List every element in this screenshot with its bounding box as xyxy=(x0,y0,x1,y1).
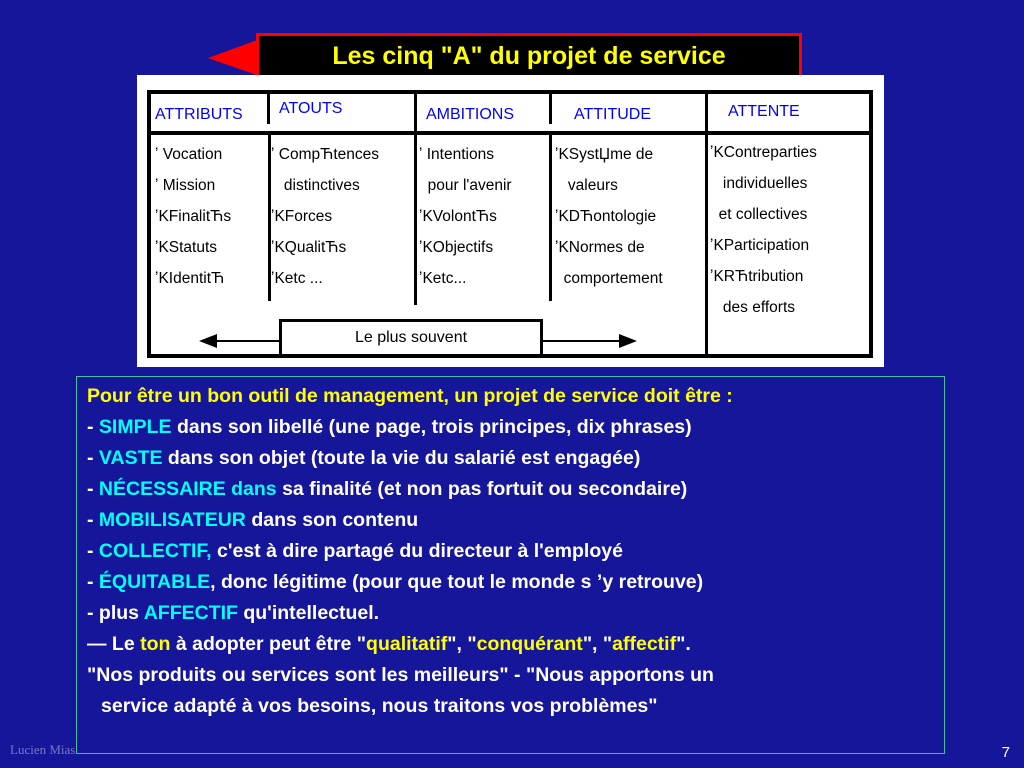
text-segment: - plus xyxy=(87,602,144,624)
ambitions-item: ʼKetc... xyxy=(419,270,467,287)
text-segment: - xyxy=(87,416,99,438)
header-divider xyxy=(151,131,869,135)
text-line xyxy=(87,381,938,412)
attributs-item: ʼKStatuts xyxy=(155,239,218,256)
text-segment: - xyxy=(87,447,99,469)
attente-item: et collectives xyxy=(710,206,808,223)
text-segment: "Nos produits ou services sont les meilleurs" - "Nous apportons un xyxy=(87,664,714,686)
text-segment: - xyxy=(87,478,99,500)
attitude-item: ʼKNormes de xyxy=(555,239,645,256)
atouts-item: distinctives xyxy=(271,177,360,194)
text-line xyxy=(87,474,938,505)
atouts-item: ʼKForces xyxy=(271,208,333,225)
le-plus-souvent-label: Le plus souvent xyxy=(279,319,543,357)
page-number: 7 xyxy=(1001,744,1010,761)
text-segment: NÉCESSAIRE dans xyxy=(98,478,283,500)
attente-item: des efforts xyxy=(710,299,796,316)
attributs-item: ʼ Mission xyxy=(155,177,216,194)
atouts-item: ʼKetc ... xyxy=(271,270,323,287)
attitude-item: comportement xyxy=(555,270,663,287)
arrow-line xyxy=(543,340,623,342)
header-attitude: ATTITUDE xyxy=(574,106,652,123)
atouts-item: ʼKQualitЋs xyxy=(271,239,347,256)
ambitions-item: ʼKObjectifs xyxy=(419,239,494,256)
ambitions-item: ʼKVolontЋs xyxy=(419,208,497,225)
attributs-item: ʼKFinalitЋs xyxy=(155,208,232,225)
attitude-item: ʼKSystЏme de xyxy=(555,146,654,163)
text-segment: VASTE xyxy=(98,447,168,469)
ambitions-item: pour l'avenir xyxy=(419,177,512,194)
text-line xyxy=(87,691,938,722)
text-segment: MOBILISATEUR xyxy=(98,509,252,531)
text-segment: ", " xyxy=(582,633,613,655)
attente-item: ʼKContreparties xyxy=(710,144,817,161)
arrow-line xyxy=(215,340,281,342)
header-atouts: ATOUTS xyxy=(279,100,343,117)
text-segment: Pour être un bon outil de management, un projet de service doit être : xyxy=(87,385,733,407)
text-segment: c'est à dire partagé du directeur à l'employé xyxy=(217,540,623,562)
text-line xyxy=(87,598,938,629)
text-segment: dans son libellé (une page, trois principes, dix phrases) xyxy=(176,416,692,438)
header-attributs: ATTRIBUTS xyxy=(155,106,243,123)
text-segment: dans son contenu xyxy=(251,509,419,531)
header-ambitions: AMBITIONS xyxy=(426,106,515,123)
attitude-item: ʼKDЋontologie xyxy=(555,208,657,225)
text-segment: à adopter peut être " xyxy=(170,633,367,655)
arrow-right-icon xyxy=(619,334,637,348)
footer-author: Lucien Mias xyxy=(10,742,76,757)
attente-item: ʼKRЋtribution xyxy=(710,268,804,285)
attributs-item: ʼ Vocation xyxy=(155,146,223,163)
attributs-item: ʼKIdentitЋ xyxy=(155,270,225,287)
text-line xyxy=(87,629,938,660)
text-segment: service adapté à vos besoins, nous traitons vos problèmes" xyxy=(101,695,658,717)
five-a-table xyxy=(147,90,873,358)
text-segment: ", " xyxy=(447,633,477,655)
text-segment: qualitatif xyxy=(366,633,448,655)
column-separator xyxy=(414,94,417,305)
column-separator xyxy=(705,94,708,354)
text-segment: dans son objet (toute la vie du salarié est engagée) xyxy=(167,447,641,469)
text-segment: AFFECTIF xyxy=(143,602,244,624)
text-segment: SIMPLE xyxy=(98,416,177,438)
text-line xyxy=(87,536,938,567)
slide-title: Les cinq "A" du projet de service xyxy=(332,41,726,70)
text-segment: COLLECTIF, xyxy=(98,540,217,562)
text-segment: , donc légitime (pour que tout le monde s ’y retrouve) xyxy=(210,571,704,593)
attente-item: individuelles xyxy=(710,175,808,192)
text-segment: ". xyxy=(676,633,691,655)
text-line xyxy=(87,505,938,536)
text-segment: affectif xyxy=(612,633,677,655)
management-text-box xyxy=(76,376,945,754)
slide-title-box xyxy=(256,33,802,79)
text-segment: sa finalité (et non pas fortuit ou secondaire) xyxy=(282,478,688,500)
column-separator xyxy=(267,94,270,124)
text-segment: ÉQUITABLE xyxy=(98,571,211,593)
text-segment: conquérant xyxy=(476,633,583,655)
five-a-table-panel xyxy=(137,75,884,367)
text-segment: ton xyxy=(140,633,171,655)
attitude-item: valeurs xyxy=(555,177,618,194)
column-separator xyxy=(549,94,552,124)
text-segment: - xyxy=(87,540,99,562)
text-line xyxy=(87,567,938,598)
attente-item: ʼKParticipation xyxy=(710,237,810,254)
atouts-item: ʼ CompЋtences xyxy=(271,146,380,163)
text-line xyxy=(87,412,938,443)
ambitions-item: ʼ Intentions xyxy=(419,146,494,163)
text-segment: qu'intellectuel. xyxy=(243,602,380,624)
column-separator xyxy=(549,131,552,301)
text-segment: - xyxy=(87,509,99,531)
text-line xyxy=(87,443,938,474)
text-line xyxy=(87,660,938,691)
header-attente: ATTENTE xyxy=(728,103,800,120)
text-segment: — Le xyxy=(87,633,141,655)
text-segment: - xyxy=(87,571,99,593)
